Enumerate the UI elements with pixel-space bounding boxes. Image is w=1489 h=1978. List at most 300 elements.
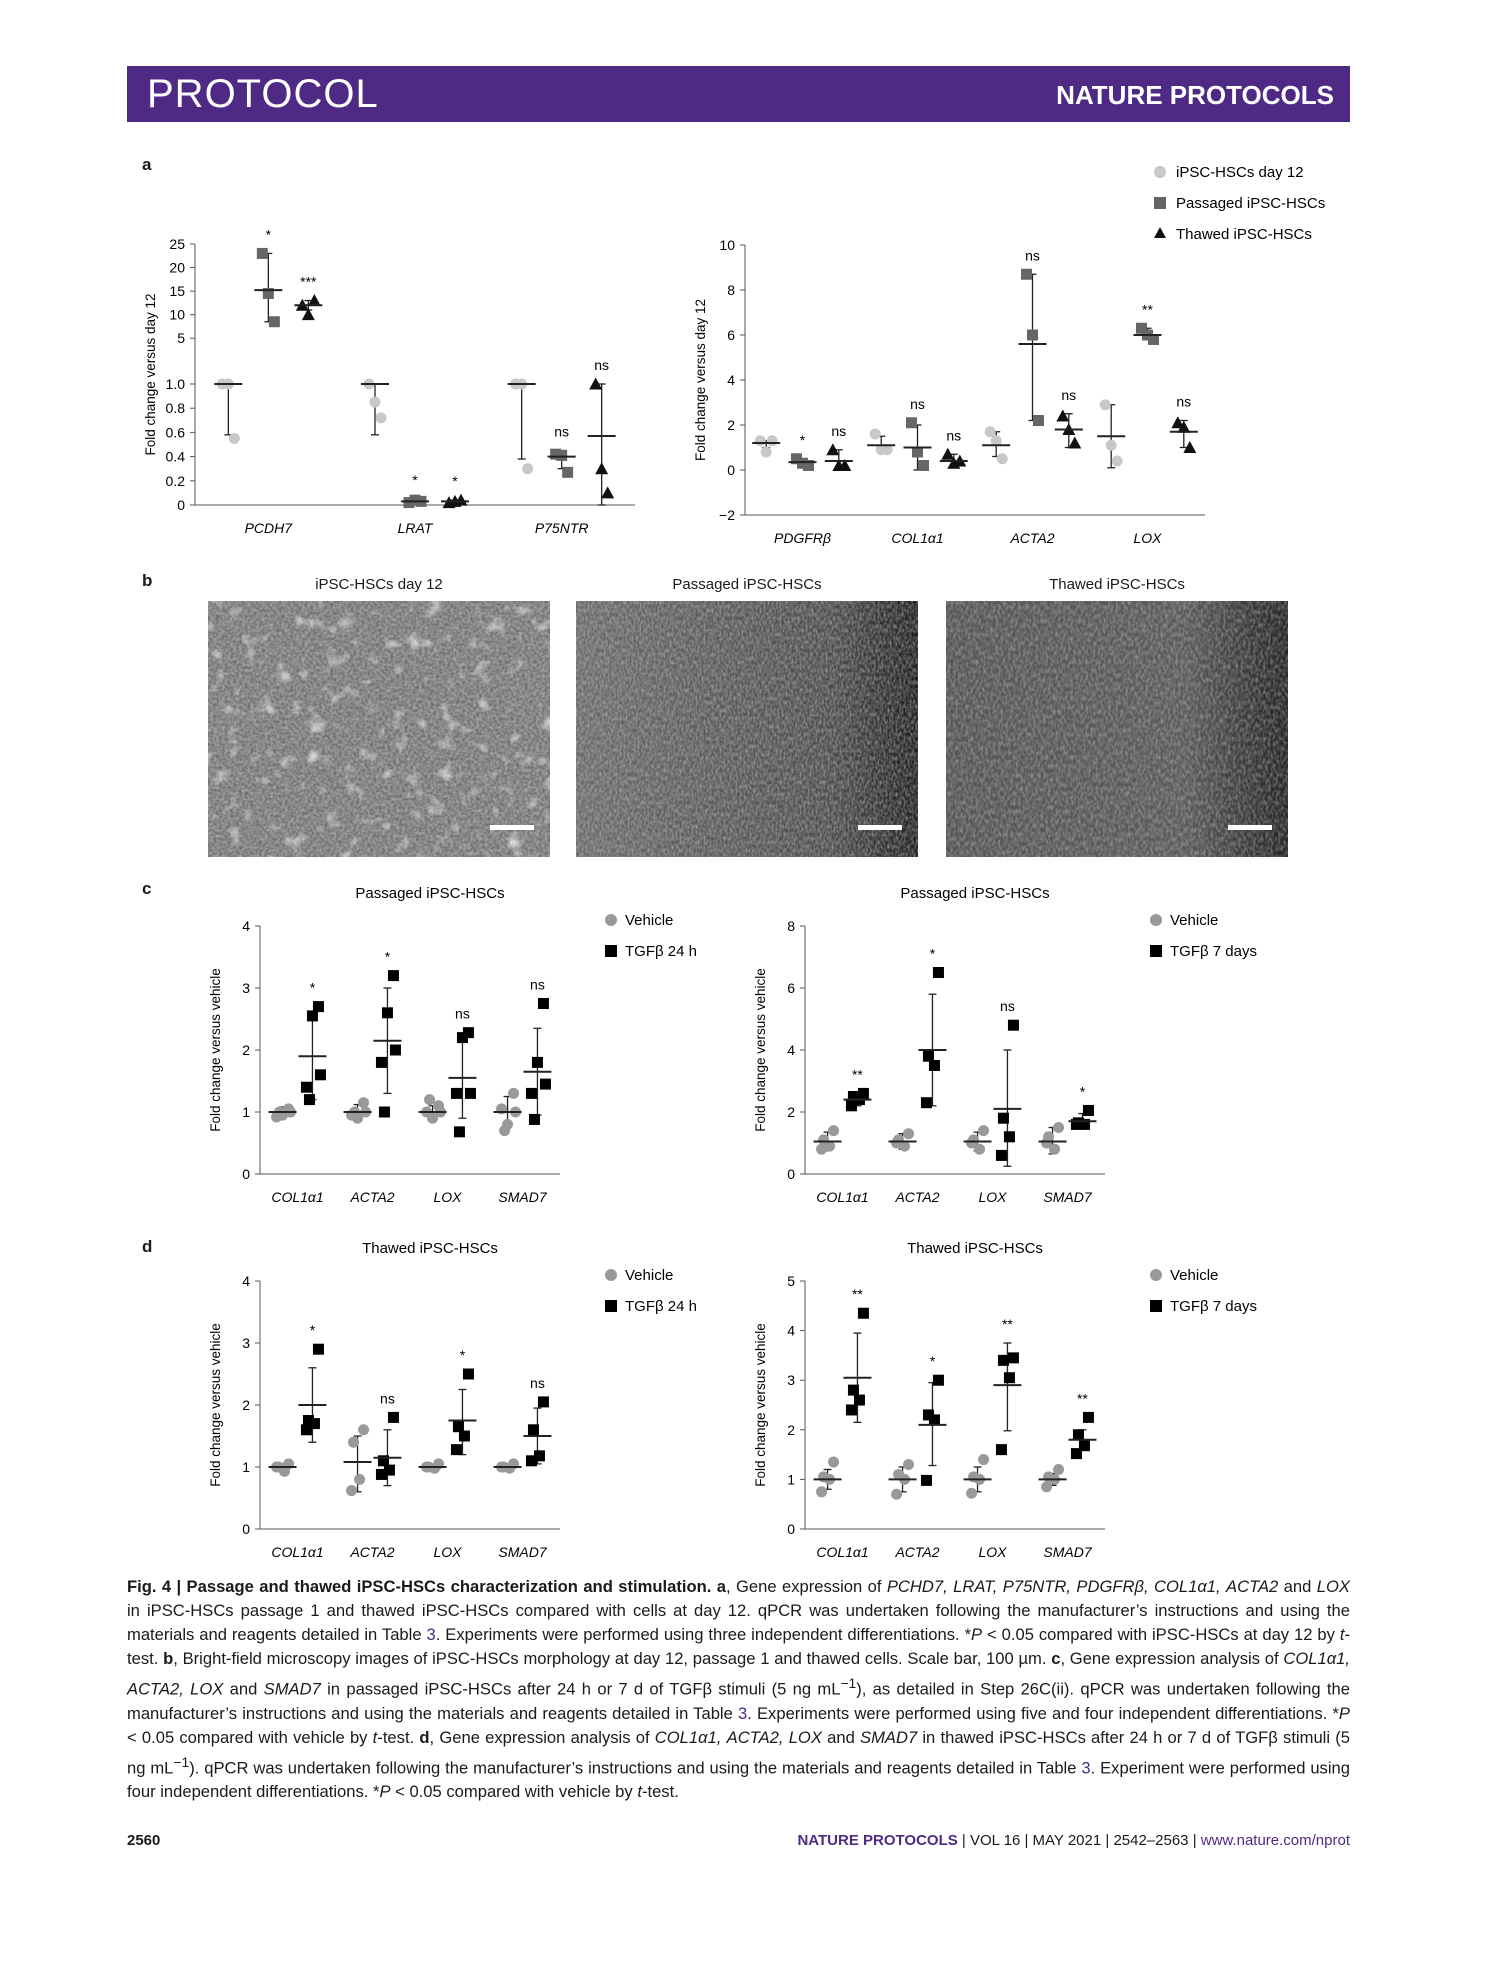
- data-point: [390, 1045, 401, 1056]
- caption-t: t: [372, 1727, 378, 1747]
- data-point: [601, 486, 614, 498]
- data-point: [997, 453, 1008, 464]
- significance-label: **: [1142, 301, 1153, 318]
- significance-label: **: [851, 1286, 863, 1303]
- chart-c-right: [745, 880, 1265, 1210]
- caption-a-label: a: [716, 1577, 726, 1596]
- y-tick-label: 3: [242, 1335, 250, 1351]
- data-point: [376, 1469, 387, 1480]
- caption-text: and: [223, 1679, 264, 1699]
- y-axis-label: Fold change versus day 12: [693, 298, 708, 462]
- data-point: [933, 967, 944, 978]
- data-point: [526, 1455, 537, 1466]
- data-point: [1106, 440, 1117, 451]
- data-point: [556, 450, 567, 461]
- caption-text: , Gene expression analysis of: [1060, 1649, 1284, 1668]
- data-point: [370, 397, 381, 408]
- journal-name: NATURE PROTOCOLS: [1056, 80, 1334, 110]
- data-point: [906, 417, 917, 428]
- caption-text: in thawed iPSC-HSCs after 24 h or 7 d of TGFβ stimuli (5 ng mL: [127, 1727, 1350, 1778]
- micrograph-passaged: [576, 601, 918, 857]
- data-point: [828, 1457, 839, 1468]
- significance-label: *: [929, 945, 936, 962]
- legend-passaged-label: Passaged iPSC-HSCs: [1176, 195, 1326, 212]
- micrograph-thawed: [946, 601, 1288, 857]
- data-point: [562, 467, 573, 478]
- y-tick-label: 0.2: [165, 472, 185, 489]
- footer-sep: |: [1101, 1832, 1114, 1849]
- y-tick-label: 8: [787, 918, 795, 934]
- data-point: [354, 1474, 365, 1485]
- data-point: [532, 1057, 543, 1068]
- micro-label-day12: iPSC-HSCs day 12: [315, 576, 443, 593]
- significance-label: **: [1001, 1316, 1013, 1332]
- significance-label: ns: [554, 423, 570, 440]
- caption-genes: COL1α1, ACTA2, LOX: [654, 1727, 822, 1747]
- y-tick-label: 0: [727, 462, 735, 478]
- y-tick-label: 25: [169, 236, 185, 252]
- y-tick-label: 4: [242, 918, 250, 934]
- significance-label: ns: [1000, 998, 1015, 1015]
- data-point: [376, 412, 387, 423]
- caption-genes: SMAD7: [263, 1679, 321, 1699]
- y-tick-label: 4: [727, 372, 735, 388]
- data-point: [304, 1094, 315, 1105]
- data-point: [854, 1395, 865, 1406]
- caption-text: < 0.05 compared with vehicle by: [127, 1727, 373, 1747]
- data-point: [1041, 1138, 1052, 1149]
- data-point: [457, 1032, 468, 1043]
- data-point: [1004, 1131, 1015, 1142]
- data-point: [966, 1138, 977, 1149]
- data-point: [522, 463, 533, 474]
- data-point: [529, 1114, 540, 1125]
- y-tick-label: 0.6: [165, 424, 185, 441]
- significance-label: ***: [300, 273, 317, 290]
- x-tick-label: ACTA2: [895, 1544, 940, 1560]
- figure-caption: [127, 1575, 1350, 1804]
- y-axis-label: Fold change versus vehicle: [753, 1323, 768, 1487]
- data-point: [921, 1097, 932, 1108]
- y-tick-label: 0: [242, 1521, 250, 1537]
- footer-sep: |: [1188, 1832, 1201, 1849]
- data-point: [346, 1485, 357, 1496]
- y-tick-label: 2: [242, 1042, 250, 1058]
- x-tick-label: LOX: [433, 1189, 462, 1205]
- data-point: [1004, 1372, 1015, 1383]
- y-tick-label: 1: [242, 1459, 250, 1475]
- footer-url[interactable]: www.nature.com/nprot: [1200, 1832, 1350, 1849]
- data-point: [388, 1412, 399, 1423]
- caption-p: P: [971, 1625, 983, 1644]
- data-point: [978, 1454, 989, 1465]
- caption-text: < 0.05 compared with iPSC-HSCs at day 12 by: [982, 1625, 1340, 1644]
- data-point: [538, 1396, 549, 1407]
- caption-t: t: [1339, 1625, 1345, 1644]
- x-tick-label: PCDH7: [244, 520, 293, 536]
- data-point: [966, 1488, 977, 1499]
- footer-page-number: [127, 1832, 160, 1849]
- caption-genes: COL1α1, ACTA2, LOX: [127, 1649, 1350, 1699]
- data-point: [1033, 415, 1044, 426]
- x-tick-label: COL1α1: [816, 1544, 869, 1560]
- data-point: [1071, 1448, 1082, 1459]
- data-point: [1073, 1429, 1084, 1440]
- y-tick-label: 1: [242, 1104, 250, 1120]
- data-point: [508, 1088, 519, 1099]
- caption-sup: −1: [173, 1753, 190, 1770]
- data-point: [348, 1437, 359, 1448]
- scale-bar: [490, 825, 534, 830]
- caption-t: t: [637, 1782, 642, 1802]
- x-tick-label: ACTA2: [350, 1544, 395, 1560]
- legend-marker: [1150, 945, 1162, 957]
- y-tick-label: 10: [169, 306, 185, 323]
- data-point: [921, 1475, 932, 1486]
- data-point: [929, 1060, 940, 1071]
- significance-label: *: [309, 1322, 316, 1339]
- significance-label: ns: [594, 357, 610, 373]
- significance-label: **: [851, 1066, 863, 1083]
- caption-genes: PCHD7, LRAT, P75NTR, PDGFRβ, COL1α1, ACTA2: [886, 1577, 1279, 1596]
- y-tick-label: 0: [787, 1166, 795, 1182]
- y-tick-label: 3: [242, 980, 250, 996]
- micro-label-thawed: Thawed iPSC-HSCs: [1049, 576, 1185, 593]
- significance-label: ns: [455, 1005, 470, 1022]
- data-point: [499, 1125, 510, 1136]
- data-point: [755, 435, 766, 446]
- significance-label: ns: [530, 1374, 545, 1391]
- data-point: [998, 1113, 1009, 1124]
- caption-text: in iPSC-HSCs passage 1 and thawed iPSC-HSCs compared with cells at day 12. qPCR was undertaken following the manufacturer’s instructions and using the materials and reagents detailed in Table: [127, 1601, 1350, 1644]
- caption-text: , Gene expression analysis of: [429, 1727, 655, 1747]
- y-tick-label: 4: [242, 1273, 250, 1289]
- caption-text: -test.: [641, 1782, 679, 1802]
- chart-title: Passaged iPSC-HSCs: [355, 885, 505, 902]
- legend-label: Vehicle: [1170, 912, 1219, 929]
- y-axis-label: Fold change versus day 12: [143, 293, 158, 456]
- significance-label: ns: [1176, 393, 1192, 410]
- data-point: [903, 1459, 914, 1470]
- x-tick-label: COL1α1: [271, 1544, 324, 1560]
- y-tick-label: 0.8: [165, 400, 185, 417]
- data-point: [1100, 399, 1111, 410]
- data-point: [465, 1088, 476, 1099]
- footer-journal: NATURE PROTOCOLS: [797, 1832, 958, 1849]
- significance-label: *: [384, 948, 391, 965]
- footer-citation: [797, 1832, 1350, 1849]
- micro-label-passaged: Passaged iPSC-HSCs: [672, 576, 822, 593]
- data-point: [540, 1079, 551, 1090]
- y-tick-label: 0: [177, 497, 185, 513]
- significance-label: ns: [1061, 386, 1077, 403]
- micrograph-day12: [208, 601, 550, 857]
- y-tick-label: 10: [719, 237, 735, 253]
- x-tick-label: ACTA2: [350, 1189, 395, 1205]
- data-point: [1112, 456, 1123, 467]
- caption-text: . Experiments were performed using three independent differentiations. *: [435, 1625, 972, 1644]
- data-point: [301, 1082, 312, 1093]
- data-point: [451, 1444, 462, 1455]
- y-tick-label: 2: [727, 417, 735, 433]
- x-tick-label: LOX: [978, 1189, 1007, 1205]
- legend-day12-marker: [1154, 166, 1166, 178]
- footer-volume: VOL 16: [969, 1832, 1021, 1849]
- caption-genes: SMAD7: [860, 1727, 918, 1747]
- data-point: [451, 1088, 462, 1099]
- data-point: [313, 1344, 324, 1355]
- legend-marker: [605, 1300, 617, 1312]
- legend-label: TGFβ 24 h: [625, 1298, 697, 1315]
- chart-a-left: [140, 230, 650, 550]
- data-point: [257, 248, 268, 259]
- data-point: [848, 1385, 859, 1396]
- data-point: [526, 1088, 537, 1099]
- significance-label: *: [799, 431, 806, 448]
- data-point: [828, 1125, 839, 1136]
- panel-label-a: a: [142, 155, 152, 174]
- data-point: [978, 1125, 989, 1136]
- legend-marker: [1150, 1300, 1162, 1312]
- panel-label-b: b: [142, 571, 153, 590]
- caption-p: P: [1338, 1703, 1350, 1723]
- y-axis-label: Fold change versus vehicle: [753, 968, 768, 1132]
- caption-text: and: [1278, 1577, 1317, 1596]
- data-point: [358, 1424, 369, 1435]
- data-point: [382, 1007, 393, 1018]
- y-tick-label: 1.0: [165, 376, 185, 392]
- x-tick-label: SMAD7: [1043, 1544, 1092, 1560]
- x-tick-label: LOX: [1133, 530, 1162, 546]
- data-point: [985, 426, 996, 437]
- caption-text: ). qPCR was undertaken following the manufacturer’s instructions and using the materials and reagents detailed in Table: [189, 1758, 1082, 1778]
- y-tick-label: 15: [169, 283, 185, 300]
- data-point: [538, 998, 549, 1009]
- chart-a-right: [690, 230, 1210, 550]
- chart-title: Thawed iPSC-HSCs: [362, 1240, 498, 1257]
- data-point: [1056, 410, 1069, 422]
- significance-label: *: [929, 1353, 936, 1370]
- significance-label: **: [1076, 1390, 1088, 1407]
- significance-label: ns: [910, 395, 925, 412]
- y-tick-label: 1: [787, 1471, 795, 1488]
- panel-label-d: d: [142, 1237, 153, 1256]
- legend-day12-label: iPSC-HSCs day 12: [1176, 164, 1304, 181]
- caption-genes: LOX: [1316, 1577, 1350, 1596]
- caption-text: < 0.05 compared with vehicle by: [390, 1782, 638, 1802]
- significance-label: *: [452, 473, 458, 490]
- caption-b-label: b: [163, 1649, 174, 1668]
- y-tick-label: −2: [719, 507, 735, 523]
- chart-title: Thawed iPSC-HSCs: [907, 1240, 1043, 1257]
- x-tick-label: ACTA2: [895, 1189, 940, 1205]
- scale-bar: [858, 825, 902, 830]
- footer-date: MAY 2021: [1032, 1832, 1102, 1849]
- y-tick-label: 0.4: [165, 448, 185, 465]
- data-point: [301, 1424, 312, 1435]
- caption-text: ), as detailed in Step 26C(ii). qPCR was undertaken following the manufacturer’s instructions and using the materials and reagents detailed in Table: [127, 1679, 1350, 1723]
- legend-label: TGFβ 7 days: [1170, 1298, 1257, 1315]
- legend-marker: [1150, 914, 1162, 926]
- legend-marker: [1150, 1269, 1162, 1281]
- panel-label-c: c: [142, 879, 152, 898]
- data-point: [424, 1094, 435, 1105]
- data-point: [459, 1431, 470, 1442]
- y-tick-label: 4: [787, 1322, 795, 1339]
- data-point: [1083, 1412, 1094, 1423]
- caption-text: -test.: [127, 1625, 1350, 1668]
- legend-label: TGFβ 7 days: [1170, 943, 1257, 960]
- significance-label: ns: [530, 976, 545, 993]
- data-point: [1068, 437, 1081, 449]
- y-tick-label: 2: [787, 1104, 795, 1120]
- data-point: [870, 429, 881, 440]
- legend-passaged-marker: [1154, 197, 1166, 209]
- data-point: [1083, 1105, 1094, 1116]
- legend-marker: [605, 1269, 617, 1281]
- data-point: [858, 1308, 869, 1319]
- data-point: [816, 1486, 827, 1497]
- caption-c-label: c: [1051, 1649, 1061, 1668]
- legend-label: Vehicle: [625, 912, 674, 929]
- legend-label: Vehicle: [625, 1267, 674, 1284]
- data-point: [1053, 1122, 1064, 1133]
- data-point: [933, 1375, 944, 1386]
- x-tick-label: SMAD7: [1043, 1189, 1092, 1205]
- data-point: [595, 462, 608, 474]
- significance-label: *: [265, 230, 272, 243]
- caption-text: . Experiments were performed using five and four independent differentiations. *: [747, 1703, 1339, 1723]
- data-point: [891, 1138, 902, 1149]
- data-point: [1021, 269, 1032, 280]
- data-point: [1041, 1481, 1052, 1492]
- data-point: [315, 1069, 326, 1080]
- data-point: [307, 1010, 318, 1021]
- chart-c-left: [200, 880, 720, 1210]
- data-point: [376, 1057, 387, 1068]
- caption-text: in passaged iPSC-HSCs after 24 h or 7 d of TGFβ stimuli (5 ng mL: [320, 1679, 841, 1699]
- y-tick-label: 3: [787, 1372, 795, 1389]
- chart-d-right: [745, 1235, 1265, 1565]
- data-point: [1053, 1464, 1064, 1475]
- significance-label: *: [1079, 1083, 1086, 1100]
- y-tick-label: 5: [787, 1273, 795, 1289]
- data-point: [891, 1489, 902, 1500]
- caption-text: , Gene expression of: [725, 1577, 887, 1596]
- y-tick-label: 4: [787, 1042, 795, 1058]
- table-link[interactable]: 3: [1081, 1758, 1091, 1778]
- caption-text: -test.: [377, 1727, 420, 1747]
- legend-label: TGFβ 24 h: [625, 943, 697, 960]
- x-tick-label: ACTA2: [1010, 530, 1055, 546]
- data-point: [767, 435, 778, 446]
- significance-label: ns: [946, 427, 962, 444]
- data-point: [846, 1100, 857, 1111]
- data-point: [996, 1444, 1007, 1455]
- x-tick-label: LOX: [433, 1544, 462, 1560]
- caption-text: and: [821, 1727, 860, 1747]
- caption-title: Fig. 4 | Passage and thawed iPSC-HSCs characterization and stimulation.: [127, 1577, 712, 1596]
- y-tick-label: 6: [787, 980, 795, 996]
- y-tick-label: 8: [727, 282, 735, 298]
- data-point: [816, 1144, 827, 1155]
- x-tick-label: LRAT: [397, 520, 433, 536]
- footer-sep: |: [1020, 1832, 1033, 1849]
- data-point: [463, 1369, 474, 1380]
- y-tick-label: 0: [787, 1521, 795, 1537]
- legend-thawed-label: Thawed iPSC-HSCs: [1176, 226, 1312, 243]
- data-point: [379, 1107, 390, 1118]
- caption-text: . Experiment were performed using four independent differentiations. *: [127, 1758, 1350, 1802]
- y-tick-label: 2: [242, 1397, 250, 1413]
- data-point: [229, 433, 240, 444]
- footer-sep: |: [957, 1832, 970, 1849]
- chart-d-left: [200, 1235, 720, 1565]
- y-tick-label: 2: [787, 1421, 795, 1438]
- legend-label: Vehicle: [1170, 1267, 1219, 1284]
- table-link[interactable]: 3: [737, 1703, 748, 1723]
- significance-label: ns: [831, 422, 847, 439]
- scale-bar: [1228, 825, 1272, 830]
- significance-label: *: [309, 979, 316, 996]
- x-tick-label: COL1α1: [891, 530, 944, 546]
- data-point: [1027, 330, 1038, 341]
- x-tick-label: SMAD7: [498, 1544, 547, 1560]
- page-number: 2560: [127, 1832, 161, 1849]
- caption-d-label: d: [419, 1727, 430, 1747]
- significance-label: ns: [380, 1390, 395, 1407]
- x-tick-label: COL1α1: [816, 1189, 869, 1205]
- footer-pages: 2542–2563: [1113, 1832, 1189, 1849]
- data-point: [269, 316, 280, 327]
- y-tick-label: 20: [169, 259, 185, 276]
- x-tick-label: COL1α1: [271, 1189, 324, 1205]
- data-point: [454, 1126, 465, 1137]
- data-point: [846, 1404, 857, 1415]
- y-axis-label: Fold change versus vehicle: [208, 968, 223, 1132]
- data-point: [929, 1414, 940, 1425]
- data-point: [1008, 1352, 1019, 1363]
- table-link[interactable]: 3: [426, 1625, 436, 1644]
- data-point: [903, 1128, 914, 1139]
- x-tick-label: LOX: [978, 1544, 1007, 1560]
- page-header: [127, 66, 1350, 122]
- data-point: [761, 447, 772, 458]
- caption-p: P: [379, 1782, 391, 1802]
- significance-label: *: [459, 1347, 466, 1363]
- legend-marker: [605, 945, 617, 957]
- section-label: PROTOCOL: [147, 72, 379, 116]
- data-point: [358, 1097, 369, 1108]
- caption-sup: −1: [840, 1675, 857, 1691]
- x-tick-label: P75NTR: [534, 520, 589, 536]
- y-axis-label: Fold change versus vehicle: [208, 1323, 223, 1487]
- x-tick-label: PDGFRβ: [774, 530, 831, 546]
- significance-label: ns: [1025, 247, 1040, 264]
- data-point: [918, 460, 929, 471]
- legend-marker: [605, 914, 617, 926]
- chart-title: Passaged iPSC-HSCs: [900, 885, 1050, 902]
- y-tick-label: 5: [177, 330, 185, 347]
- data-point: [998, 1355, 1009, 1366]
- data-point: [996, 1150, 1007, 1161]
- y-tick-label: 6: [727, 327, 735, 343]
- caption-text: , Bright-field microscopy images of iPSC-HSCs morphology at day 12, passage 1 and thawed cells. Scale bar, 100 µm.: [173, 1649, 1052, 1668]
- data-point: [1008, 1020, 1019, 1031]
- y-tick-label: 0: [242, 1166, 250, 1182]
- x-tick-label: SMAD7: [498, 1189, 547, 1205]
- significance-label: *: [412, 471, 418, 488]
